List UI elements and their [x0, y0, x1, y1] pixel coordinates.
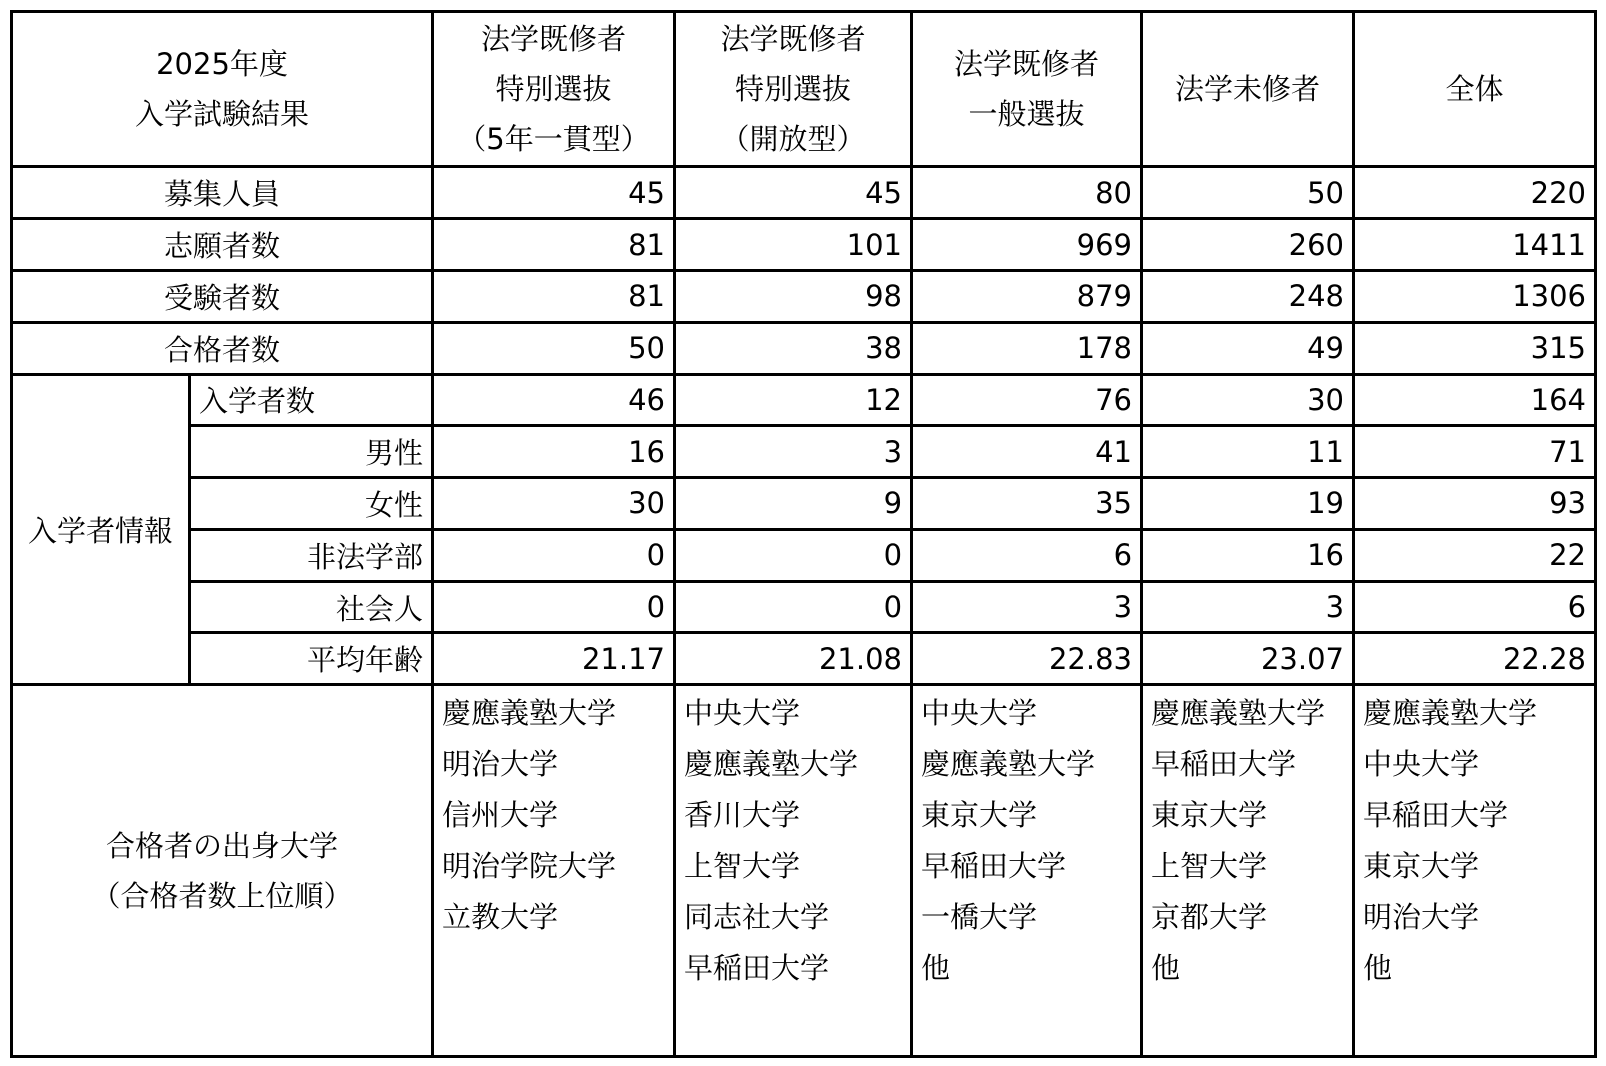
column-header-kishu-general: 法学既修者 一般選抜 [912, 12, 1142, 167]
table-cell: 260 [1142, 219, 1354, 271]
table-cell: 22.83 [912, 633, 1142, 685]
university-name: 他 [921, 951, 951, 986]
table-cell: 178 [912, 322, 1142, 374]
table-cell: 3 [675, 426, 912, 478]
table-cell: 1306 [1354, 270, 1596, 322]
university-name: 早稲田大学 [921, 849, 1067, 884]
university-name: 慶應義塾大学 [1151, 696, 1326, 731]
table-cell: 80 [912, 167, 1142, 219]
table-row [12, 167, 1596, 219]
university-name: 他 [1151, 951, 1181, 986]
table-cell: 11 [1142, 426, 1354, 478]
sub-row-label: 社会人 [190, 581, 433, 633]
row-label: 受験者数 [12, 270, 433, 322]
table-row [12, 633, 1596, 685]
table-cell: 969 [912, 219, 1142, 271]
enrollee-group-label: 入学者情報 [12, 374, 190, 685]
table-row [12, 426, 1596, 478]
universities-row [12, 685, 1596, 1057]
column-header-kishu-special-open: 法学既修者 特別選抜 （開放型） [675, 12, 912, 167]
table-cell: 38 [675, 322, 912, 374]
table-cell: 93 [1354, 478, 1596, 530]
table-cell: 101 [675, 219, 912, 271]
university-name: 東京大学 [1363, 849, 1480, 884]
table-cell: 12 [675, 374, 912, 426]
table-cell: 21.17 [433, 633, 675, 685]
universities-list [1142, 685, 1354, 1057]
sub-row-label: 女性 [190, 478, 433, 530]
universities-label-line: （合格者数上位順） [91, 878, 353, 913]
university-name: 同志社大学 [684, 900, 830, 935]
table-title-cell [12, 12, 433, 167]
table-cell: 6 [1354, 581, 1596, 633]
table-row [12, 478, 1596, 530]
table-cell: 1411 [1354, 219, 1596, 271]
table-cell: 0 [675, 529, 912, 581]
university-name: 明治大学 [1363, 900, 1480, 935]
table-cell: 35 [912, 478, 1142, 530]
table-cell: 248 [1142, 270, 1354, 322]
table-cell: 164 [1354, 374, 1596, 426]
university-name: 慶應義塾大学 [684, 747, 859, 782]
table-cell: 6 [912, 529, 1142, 581]
university-name: 早稲田大学 [1363, 798, 1509, 833]
table-cell: 23.07 [1142, 633, 1354, 685]
table-row [12, 322, 1596, 374]
table-cell: 879 [912, 270, 1142, 322]
table-cell: 45 [675, 167, 912, 219]
table-cell: 16 [1142, 529, 1354, 581]
university-name: 中央大学 [1363, 747, 1480, 782]
university-name: 東京大学 [921, 798, 1038, 833]
column-header-mishu: 法学未修者 [1142, 12, 1354, 167]
university-name: 慶應義塾大学 [921, 747, 1096, 782]
table-row [12, 219, 1596, 271]
university-name: 香川大学 [684, 798, 801, 833]
column-header-kishu-special-5year: 法学既修者 特別選抜 （5年一貫型） [433, 12, 675, 167]
table-cell: 21.08 [675, 633, 912, 685]
table-title-year: 2025年度 [156, 47, 288, 82]
table-cell: 71 [1354, 426, 1596, 478]
universities-label [12, 685, 433, 1057]
table-cell: 50 [433, 322, 675, 374]
table-cell: 30 [1142, 374, 1354, 426]
column-header-total: 全体 [1354, 12, 1596, 167]
universities-list [912, 685, 1142, 1057]
sub-row-label: 入学者数 [190, 374, 433, 426]
table-cell: 3 [1142, 581, 1354, 633]
table-cell: 3 [912, 581, 1142, 633]
table-cell: 41 [912, 426, 1142, 478]
sub-row-label: 平均年齢 [190, 633, 433, 685]
table-cell: 9 [675, 478, 912, 530]
university-name: 一橋大学 [921, 900, 1038, 935]
university-name: 他 [1363, 951, 1393, 986]
table-cell: 22.28 [1354, 633, 1596, 685]
table-cell: 16 [433, 426, 675, 478]
university-name: 立教大学 [442, 900, 559, 935]
universities-label-line: 合格者の出身大学 [106, 828, 339, 863]
university-name: 早稲田大学 [1151, 747, 1297, 782]
table-cell: 0 [675, 581, 912, 633]
table-cell: 98 [675, 270, 912, 322]
university-name: 慶應義塾大学 [442, 696, 617, 731]
university-name: 中央大学 [921, 696, 1038, 731]
university-name: 信州大学 [442, 798, 559, 833]
row-label: 合格者数 [12, 322, 433, 374]
table-cell: 315 [1354, 322, 1596, 374]
table-row [12, 581, 1596, 633]
sub-row-label: 非法学部 [190, 529, 433, 581]
sub-row-label: 男性 [190, 426, 433, 478]
table-cell: 0 [433, 581, 675, 633]
universities-list [675, 685, 912, 1057]
table-cell: 19 [1142, 478, 1354, 530]
admission-results-table [10, 10, 1597, 1058]
university-name: 中央大学 [684, 696, 801, 731]
table-cell: 0 [433, 529, 675, 581]
table-cell: 50 [1142, 167, 1354, 219]
table-cell: 45 [433, 167, 675, 219]
university-name: 東京大学 [1151, 798, 1268, 833]
row-label: 募集人員 [12, 167, 433, 219]
university-name: 慶應義塾大学 [1363, 696, 1538, 731]
university-name: 明治学院大学 [442, 849, 617, 884]
table-cell: 220 [1354, 167, 1596, 219]
universities-list [1354, 685, 1596, 1057]
table-cell: 30 [433, 478, 675, 530]
table-cell: 49 [1142, 322, 1354, 374]
table-cell: 46 [433, 374, 675, 426]
table-cell: 76 [912, 374, 1142, 426]
universities-list [433, 685, 675, 1057]
header-row [12, 12, 1596, 167]
table-title-label: 入学試験結果 [135, 97, 310, 132]
table-cell: 81 [433, 270, 675, 322]
university-name: 早稲田大学 [684, 951, 830, 986]
table-row [12, 270, 1596, 322]
university-name: 上智大学 [684, 849, 801, 884]
university-name: 京都大学 [1151, 900, 1268, 935]
row-label: 志願者数 [12, 219, 433, 271]
table-row [12, 529, 1596, 581]
university-name: 明治大学 [442, 747, 559, 782]
table-cell: 81 [433, 219, 675, 271]
table-row [12, 374, 1596, 426]
table-cell: 22 [1354, 529, 1596, 581]
university-name: 上智大学 [1151, 849, 1268, 884]
